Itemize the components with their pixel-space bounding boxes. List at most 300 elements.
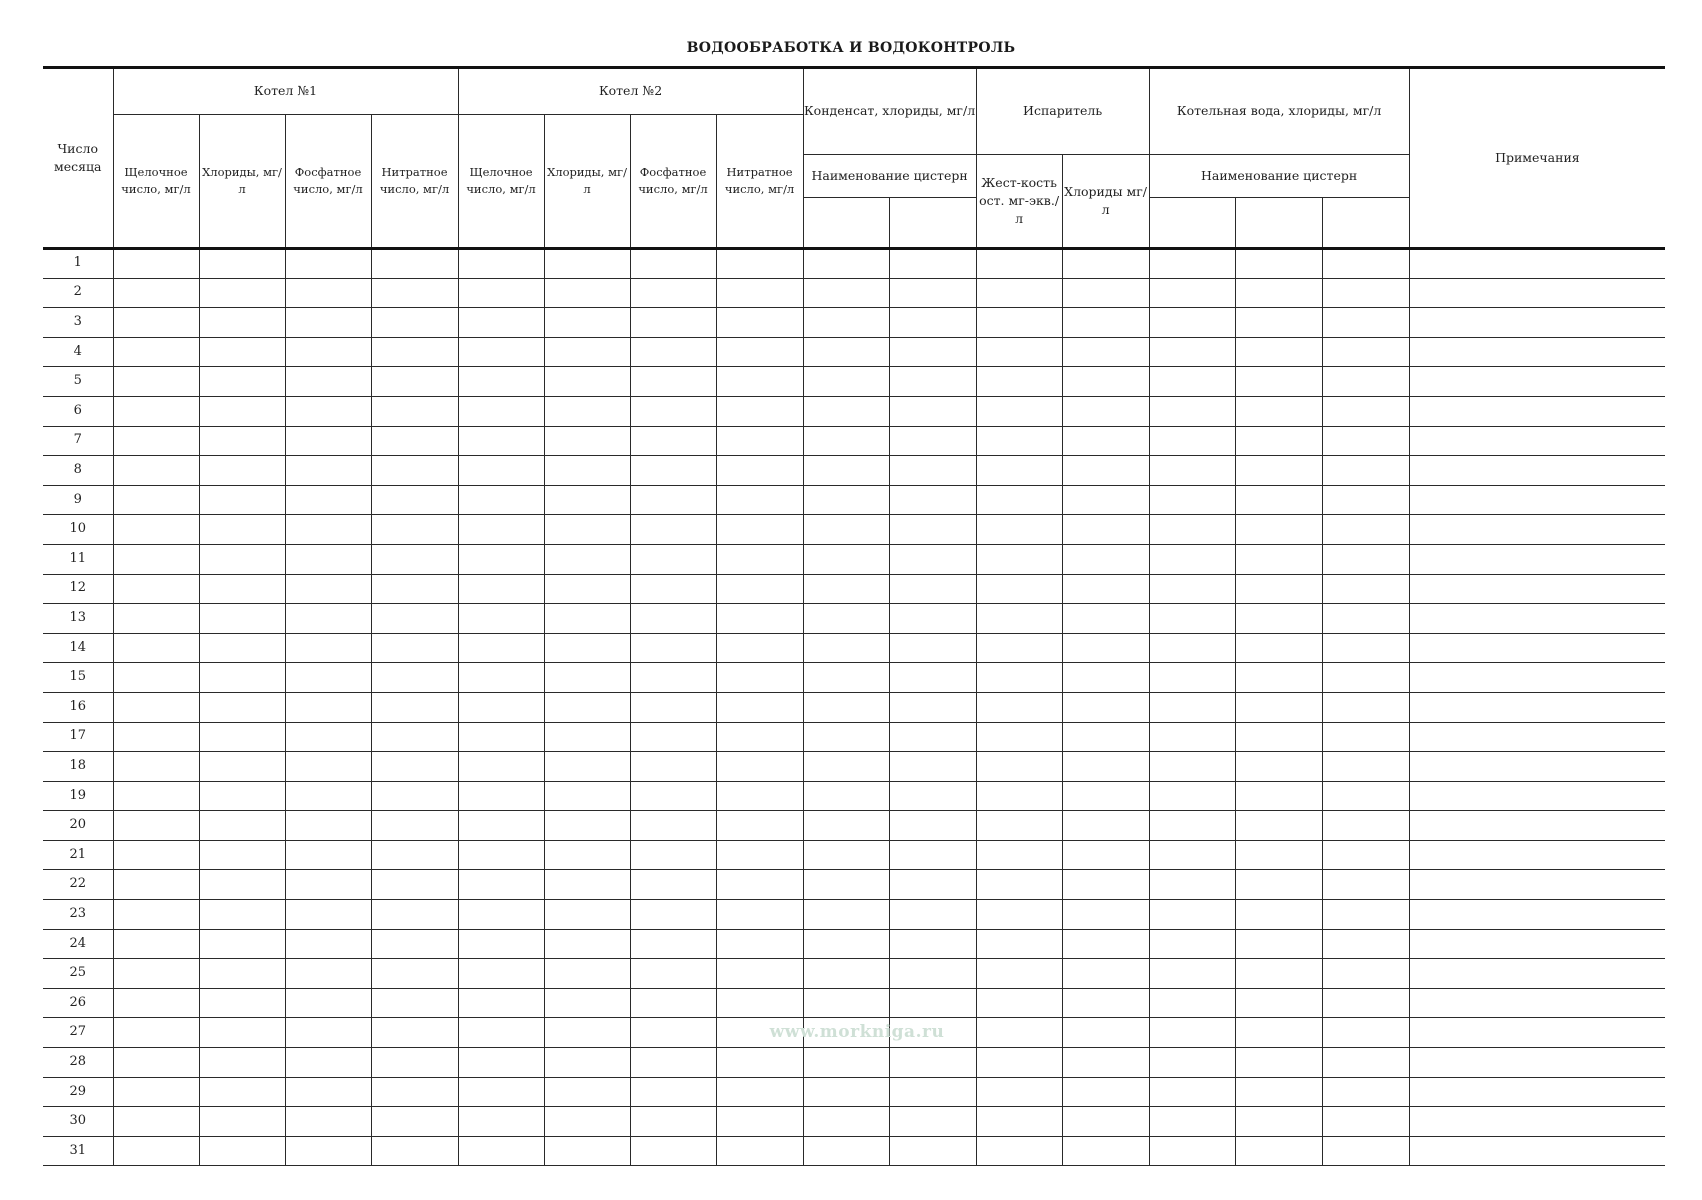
entry-cell[interactable] bbox=[803, 396, 889, 426]
notes-cell[interactable] bbox=[1409, 515, 1665, 545]
entry-cell[interactable] bbox=[1322, 249, 1409, 279]
entry-cell[interactable] bbox=[371, 456, 458, 486]
entry-cell[interactable] bbox=[1149, 278, 1235, 308]
entry-cell[interactable] bbox=[630, 485, 716, 515]
entry-cell[interactable] bbox=[199, 367, 285, 397]
entry-cell[interactable] bbox=[716, 959, 803, 989]
entry-cell[interactable] bbox=[1149, 426, 1235, 456]
entry-cell[interactable] bbox=[199, 692, 285, 722]
entry-cell[interactable] bbox=[199, 781, 285, 811]
entry-cell[interactable] bbox=[716, 633, 803, 663]
entry-cell[interactable] bbox=[199, 574, 285, 604]
entry-cell[interactable] bbox=[113, 1107, 199, 1137]
entry-cell[interactable] bbox=[889, 781, 976, 811]
entry-cell[interactable] bbox=[1062, 1107, 1149, 1137]
entry-cell[interactable] bbox=[1062, 456, 1149, 486]
notes-cell[interactable] bbox=[1409, 781, 1665, 811]
entry-cell[interactable] bbox=[285, 663, 371, 693]
entry-cell[interactable] bbox=[1235, 959, 1322, 989]
entry-cell[interactable] bbox=[889, 1107, 976, 1137]
entry-cell[interactable] bbox=[630, 900, 716, 930]
entry-cell[interactable] bbox=[371, 929, 458, 959]
entry-cell[interactable] bbox=[458, 692, 544, 722]
header-condensate-tank-2[interactable] bbox=[889, 198, 976, 249]
entry-cell[interactable] bbox=[630, 722, 716, 752]
notes-cell[interactable] bbox=[1409, 840, 1665, 870]
entry-cell[interactable] bbox=[113, 692, 199, 722]
entry-cell[interactable] bbox=[716, 722, 803, 752]
entry-cell[interactable] bbox=[285, 544, 371, 574]
header-boiler-water-tank-2[interactable] bbox=[1235, 198, 1322, 249]
entry-cell[interactable] bbox=[285, 249, 371, 279]
entry-cell[interactable] bbox=[889, 337, 976, 367]
entry-cell[interactable] bbox=[285, 1018, 371, 1048]
entry-cell[interactable] bbox=[544, 1048, 630, 1078]
entry-cell[interactable] bbox=[371, 515, 458, 545]
entry-cell[interactable] bbox=[544, 840, 630, 870]
entry-cell[interactable] bbox=[1149, 544, 1235, 574]
entry-cell[interactable] bbox=[716, 485, 803, 515]
entry-cell[interactable] bbox=[630, 752, 716, 782]
entry-cell[interactable] bbox=[803, 337, 889, 367]
entry-cell[interactable] bbox=[113, 544, 199, 574]
entry-cell[interactable] bbox=[458, 278, 544, 308]
entry-cell[interactable] bbox=[1235, 692, 1322, 722]
entry-cell[interactable] bbox=[1235, 1107, 1322, 1137]
entry-cell[interactable] bbox=[1149, 1018, 1235, 1048]
entry-cell[interactable] bbox=[285, 988, 371, 1018]
entry-cell[interactable] bbox=[1322, 1048, 1409, 1078]
entry-cell[interactable] bbox=[544, 929, 630, 959]
entry-cell[interactable] bbox=[889, 1048, 976, 1078]
entry-cell[interactable] bbox=[716, 752, 803, 782]
entry-cell[interactable] bbox=[1149, 722, 1235, 752]
notes-cell[interactable] bbox=[1409, 249, 1665, 279]
entry-cell[interactable] bbox=[458, 1136, 544, 1166]
entry-cell[interactable] bbox=[371, 988, 458, 1018]
entry-cell[interactable] bbox=[371, 308, 458, 338]
entry-cell[interactable] bbox=[803, 1107, 889, 1137]
entry-cell[interactable] bbox=[285, 456, 371, 486]
entry-cell[interactable] bbox=[1235, 781, 1322, 811]
entry-cell[interactable] bbox=[1322, 752, 1409, 782]
entry-cell[interactable] bbox=[1322, 396, 1409, 426]
entry-cell[interactable] bbox=[630, 870, 716, 900]
entry-cell[interactable] bbox=[1149, 781, 1235, 811]
entry-cell[interactable] bbox=[199, 308, 285, 338]
entry-cell[interactable] bbox=[113, 663, 199, 693]
entry-cell[interactable] bbox=[716, 929, 803, 959]
entry-cell[interactable] bbox=[1235, 308, 1322, 338]
entry-cell[interactable] bbox=[371, 367, 458, 397]
entry-cell[interactable] bbox=[199, 337, 285, 367]
entry-cell[interactable] bbox=[889, 278, 976, 308]
entry-cell[interactable] bbox=[1322, 367, 1409, 397]
entry-cell[interactable] bbox=[113, 426, 199, 456]
header-boiler-water-tank-1[interactable] bbox=[1149, 198, 1235, 249]
entry-cell[interactable] bbox=[285, 574, 371, 604]
entry-cell[interactable] bbox=[199, 840, 285, 870]
entry-cell[interactable] bbox=[716, 811, 803, 841]
entry-cell[interactable] bbox=[630, 1048, 716, 1078]
entry-cell[interactable] bbox=[803, 722, 889, 752]
entry-cell[interactable] bbox=[1062, 337, 1149, 367]
entry-cell[interactable] bbox=[976, 1107, 1062, 1137]
entry-cell[interactable] bbox=[1322, 308, 1409, 338]
entry-cell[interactable] bbox=[1322, 811, 1409, 841]
entry-cell[interactable] bbox=[630, 811, 716, 841]
entry-cell[interactable] bbox=[1322, 278, 1409, 308]
entry-cell[interactable] bbox=[285, 1048, 371, 1078]
entry-cell[interactable] bbox=[199, 604, 285, 634]
entry-cell[interactable] bbox=[1149, 959, 1235, 989]
entry-cell[interactable] bbox=[285, 1107, 371, 1137]
entry-cell[interactable] bbox=[1235, 1136, 1322, 1166]
entry-cell[interactable] bbox=[803, 900, 889, 930]
entry-cell[interactable] bbox=[1149, 988, 1235, 1018]
entry-cell[interactable] bbox=[716, 308, 803, 338]
entry-cell[interactable] bbox=[199, 900, 285, 930]
entry-cell[interactable] bbox=[803, 663, 889, 693]
entry-cell[interactable] bbox=[1235, 456, 1322, 486]
entry-cell[interactable] bbox=[1322, 456, 1409, 486]
entry-cell[interactable] bbox=[113, 988, 199, 1018]
notes-cell[interactable] bbox=[1409, 811, 1665, 841]
entry-cell[interactable] bbox=[199, 722, 285, 752]
entry-cell[interactable] bbox=[458, 249, 544, 279]
entry-cell[interactable] bbox=[1062, 604, 1149, 634]
entry-cell[interactable] bbox=[113, 929, 199, 959]
entry-cell[interactable] bbox=[1062, 840, 1149, 870]
entry-cell[interactable] bbox=[716, 781, 803, 811]
entry-cell[interactable] bbox=[630, 988, 716, 1018]
entry-cell[interactable] bbox=[544, 811, 630, 841]
entry-cell[interactable] bbox=[1235, 811, 1322, 841]
entry-cell[interactable] bbox=[889, 604, 976, 634]
entry-cell[interactable] bbox=[803, 692, 889, 722]
entry-cell[interactable] bbox=[371, 249, 458, 279]
entry-cell[interactable] bbox=[1149, 515, 1235, 545]
entry-cell[interactable] bbox=[1149, 1048, 1235, 1078]
entry-cell[interactable] bbox=[1149, 574, 1235, 604]
entry-cell[interactable] bbox=[976, 1136, 1062, 1166]
entry-cell[interactable] bbox=[976, 722, 1062, 752]
entry-cell[interactable] bbox=[1322, 929, 1409, 959]
entry-cell[interactable] bbox=[458, 929, 544, 959]
entry-cell[interactable] bbox=[199, 633, 285, 663]
entry-cell[interactable] bbox=[371, 663, 458, 693]
entry-cell[interactable] bbox=[1149, 900, 1235, 930]
entry-cell[interactable] bbox=[1322, 426, 1409, 456]
entry-cell[interactable] bbox=[1322, 604, 1409, 634]
entry-cell[interactable] bbox=[630, 308, 716, 338]
entry-cell[interactable] bbox=[1235, 485, 1322, 515]
entry-cell[interactable] bbox=[285, 337, 371, 367]
entry-cell[interactable] bbox=[458, 870, 544, 900]
notes-cell[interactable] bbox=[1409, 456, 1665, 486]
entry-cell[interactable] bbox=[630, 929, 716, 959]
entry-cell[interactable] bbox=[1062, 278, 1149, 308]
entry-cell[interactable] bbox=[803, 870, 889, 900]
entry-cell[interactable] bbox=[976, 308, 1062, 338]
entry-cell[interactable] bbox=[199, 1077, 285, 1107]
notes-cell[interactable] bbox=[1409, 367, 1665, 397]
entry-cell[interactable] bbox=[458, 367, 544, 397]
entry-cell[interactable] bbox=[371, 781, 458, 811]
entry-cell[interactable] bbox=[113, 456, 199, 486]
entry-cell[interactable] bbox=[113, 900, 199, 930]
entry-cell[interactable] bbox=[716, 604, 803, 634]
entry-cell[interactable] bbox=[976, 752, 1062, 782]
entry-cell[interactable] bbox=[113, 1077, 199, 1107]
entry-cell[interactable] bbox=[1149, 870, 1235, 900]
entry-cell[interactable] bbox=[1062, 1048, 1149, 1078]
entry-cell[interactable] bbox=[458, 574, 544, 604]
entry-cell[interactable] bbox=[803, 988, 889, 1018]
entry-cell[interactable] bbox=[1235, 900, 1322, 930]
entry-cell[interactable] bbox=[113, 515, 199, 545]
entry-cell[interactable] bbox=[285, 633, 371, 663]
notes-cell[interactable] bbox=[1409, 278, 1665, 308]
entry-cell[interactable] bbox=[1235, 249, 1322, 279]
entry-cell[interactable] bbox=[1322, 633, 1409, 663]
entry-cell[interactable] bbox=[199, 1107, 285, 1137]
entry-cell[interactable] bbox=[285, 1136, 371, 1166]
entry-cell[interactable] bbox=[716, 1048, 803, 1078]
entry-cell[interactable] bbox=[113, 308, 199, 338]
notes-cell[interactable] bbox=[1409, 752, 1665, 782]
entry-cell[interactable] bbox=[458, 811, 544, 841]
notes-cell[interactable] bbox=[1409, 1136, 1665, 1166]
entry-cell[interactable] bbox=[803, 367, 889, 397]
notes-cell[interactable] bbox=[1409, 1107, 1665, 1137]
entry-cell[interactable] bbox=[1062, 515, 1149, 545]
entry-cell[interactable] bbox=[1235, 988, 1322, 1018]
entry-cell[interactable] bbox=[371, 485, 458, 515]
entry-cell[interactable] bbox=[630, 1077, 716, 1107]
entry-cell[interactable] bbox=[1062, 544, 1149, 574]
entry-cell[interactable] bbox=[630, 574, 716, 604]
entry-cell[interactable] bbox=[371, 574, 458, 604]
entry-cell[interactable] bbox=[1062, 870, 1149, 900]
entry-cell[interactable] bbox=[716, 337, 803, 367]
entry-cell[interactable] bbox=[716, 515, 803, 545]
entry-cell[interactable] bbox=[803, 752, 889, 782]
entry-cell[interactable] bbox=[630, 633, 716, 663]
entry-cell[interactable] bbox=[285, 959, 371, 989]
entry-cell[interactable] bbox=[803, 840, 889, 870]
entry-cell[interactable] bbox=[716, 456, 803, 486]
entry-cell[interactable] bbox=[544, 337, 630, 367]
entry-cell[interactable] bbox=[371, 959, 458, 989]
entry-cell[interactable] bbox=[458, 337, 544, 367]
entry-cell[interactable] bbox=[544, 1107, 630, 1137]
entry-cell[interactable] bbox=[544, 308, 630, 338]
entry-cell[interactable] bbox=[1062, 692, 1149, 722]
entry-cell[interactable] bbox=[1235, 574, 1322, 604]
entry-cell[interactable] bbox=[976, 574, 1062, 604]
entry-cell[interactable] bbox=[285, 811, 371, 841]
entry-cell[interactable] bbox=[716, 278, 803, 308]
entry-cell[interactable] bbox=[976, 1048, 1062, 1078]
entry-cell[interactable] bbox=[1062, 959, 1149, 989]
entry-cell[interactable] bbox=[544, 367, 630, 397]
entry-cell[interactable] bbox=[285, 870, 371, 900]
entry-cell[interactable] bbox=[716, 1107, 803, 1137]
entry-cell[interactable] bbox=[113, 1048, 199, 1078]
entry-cell[interactable] bbox=[630, 544, 716, 574]
entry-cell[interactable] bbox=[1062, 811, 1149, 841]
entry-cell[interactable] bbox=[976, 840, 1062, 870]
entry-cell[interactable] bbox=[803, 959, 889, 989]
entry-cell[interactable] bbox=[716, 900, 803, 930]
entry-cell[interactable] bbox=[199, 959, 285, 989]
entry-cell[interactable] bbox=[544, 633, 630, 663]
entry-cell[interactable] bbox=[976, 485, 1062, 515]
entry-cell[interactable] bbox=[544, 959, 630, 989]
entry-cell[interactable] bbox=[113, 367, 199, 397]
entry-cell[interactable] bbox=[1235, 840, 1322, 870]
entry-cell[interactable] bbox=[889, 840, 976, 870]
entry-cell[interactable] bbox=[889, 426, 976, 456]
entry-cell[interactable] bbox=[544, 781, 630, 811]
entry-cell[interactable] bbox=[285, 781, 371, 811]
entry-cell[interactable] bbox=[1149, 752, 1235, 782]
entry-cell[interactable] bbox=[889, 485, 976, 515]
entry-cell[interactable] bbox=[1235, 929, 1322, 959]
entry-cell[interactable] bbox=[976, 633, 1062, 663]
entry-cell[interactable] bbox=[976, 988, 1062, 1018]
entry-cell[interactable] bbox=[458, 1077, 544, 1107]
entry-cell[interactable] bbox=[803, 604, 889, 634]
entry-cell[interactable] bbox=[1149, 692, 1235, 722]
entry-cell[interactable] bbox=[976, 278, 1062, 308]
entry-cell[interactable] bbox=[285, 485, 371, 515]
entry-cell[interactable] bbox=[199, 752, 285, 782]
entry-cell[interactable] bbox=[1322, 515, 1409, 545]
entry-cell[interactable] bbox=[544, 456, 630, 486]
entry-cell[interactable] bbox=[199, 663, 285, 693]
entry-cell[interactable] bbox=[976, 929, 1062, 959]
entry-cell[interactable] bbox=[803, 633, 889, 663]
header-condensate-tank-1[interactable] bbox=[803, 198, 889, 249]
entry-cell[interactable] bbox=[199, 929, 285, 959]
entry-cell[interactable] bbox=[889, 811, 976, 841]
entry-cell[interactable] bbox=[1235, 722, 1322, 752]
entry-cell[interactable] bbox=[113, 781, 199, 811]
entry-cell[interactable] bbox=[371, 396, 458, 426]
notes-cell[interactable] bbox=[1409, 959, 1665, 989]
notes-cell[interactable] bbox=[1409, 633, 1665, 663]
entry-cell[interactable] bbox=[458, 396, 544, 426]
entry-cell[interactable] bbox=[630, 278, 716, 308]
entry-cell[interactable] bbox=[371, 840, 458, 870]
entry-cell[interactable] bbox=[630, 840, 716, 870]
entry-cell[interactable] bbox=[1322, 574, 1409, 604]
entry-cell[interactable] bbox=[113, 604, 199, 634]
entry-cell[interactable] bbox=[976, 367, 1062, 397]
entry-cell[interactable] bbox=[630, 1107, 716, 1137]
entry-cell[interactable] bbox=[803, 929, 889, 959]
entry-cell[interactable] bbox=[803, 781, 889, 811]
entry-cell[interactable] bbox=[1149, 456, 1235, 486]
entry-cell[interactable] bbox=[1235, 278, 1322, 308]
entry-cell[interactable] bbox=[716, 870, 803, 900]
entry-cell[interactable] bbox=[1062, 752, 1149, 782]
entry-cell[interactable] bbox=[458, 485, 544, 515]
entry-cell[interactable] bbox=[803, 515, 889, 545]
entry-cell[interactable] bbox=[113, 722, 199, 752]
entry-cell[interactable] bbox=[889, 456, 976, 486]
entry-cell[interactable] bbox=[889, 574, 976, 604]
header-boiler-water-tank-3[interactable] bbox=[1322, 198, 1409, 249]
entry-cell[interactable] bbox=[889, 692, 976, 722]
entry-cell[interactable] bbox=[199, 1048, 285, 1078]
entry-cell[interactable] bbox=[371, 278, 458, 308]
entry-cell[interactable] bbox=[803, 544, 889, 574]
entry-cell[interactable] bbox=[1235, 752, 1322, 782]
entry-cell[interactable] bbox=[630, 663, 716, 693]
entry-cell[interactable] bbox=[1235, 544, 1322, 574]
entry-cell[interactable] bbox=[371, 633, 458, 663]
entry-cell[interactable] bbox=[544, 544, 630, 574]
entry-cell[interactable] bbox=[544, 900, 630, 930]
entry-cell[interactable] bbox=[458, 1107, 544, 1137]
entry-cell[interactable] bbox=[1235, 337, 1322, 367]
entry-cell[interactable] bbox=[285, 308, 371, 338]
entry-cell[interactable] bbox=[803, 456, 889, 486]
entry-cell[interactable] bbox=[716, 426, 803, 456]
entry-cell[interactable] bbox=[1235, 367, 1322, 397]
entry-cell[interactable] bbox=[976, 456, 1062, 486]
entry-cell[interactable] bbox=[630, 959, 716, 989]
entry-cell[interactable] bbox=[1062, 988, 1149, 1018]
entry-cell[interactable] bbox=[199, 811, 285, 841]
entry-cell[interactable] bbox=[285, 367, 371, 397]
entry-cell[interactable] bbox=[458, 456, 544, 486]
entry-cell[interactable] bbox=[1322, 900, 1409, 930]
entry-cell[interactable] bbox=[1062, 929, 1149, 959]
entry-cell[interactable] bbox=[285, 900, 371, 930]
entry-cell[interactable] bbox=[630, 604, 716, 634]
entry-cell[interactable] bbox=[976, 544, 1062, 574]
entry-cell[interactable] bbox=[199, 249, 285, 279]
notes-cell[interactable] bbox=[1409, 604, 1665, 634]
entry-cell[interactable] bbox=[371, 900, 458, 930]
entry-cell[interactable] bbox=[458, 1048, 544, 1078]
entry-cell[interactable] bbox=[458, 900, 544, 930]
entry-cell[interactable] bbox=[544, 485, 630, 515]
entry-cell[interactable] bbox=[1062, 249, 1149, 279]
entry-cell[interactable] bbox=[1235, 515, 1322, 545]
entry-cell[interactable] bbox=[1149, 633, 1235, 663]
entry-cell[interactable] bbox=[1235, 426, 1322, 456]
entry-cell[interactable] bbox=[199, 870, 285, 900]
entry-cell[interactable] bbox=[285, 840, 371, 870]
entry-cell[interactable] bbox=[1235, 870, 1322, 900]
entry-cell[interactable] bbox=[458, 959, 544, 989]
entry-cell[interactable] bbox=[1149, 811, 1235, 841]
notes-cell[interactable] bbox=[1409, 900, 1665, 930]
entry-cell[interactable] bbox=[113, 633, 199, 663]
notes-cell[interactable] bbox=[1409, 1018, 1665, 1048]
entry-cell[interactable] bbox=[803, 574, 889, 604]
entry-cell[interactable] bbox=[285, 396, 371, 426]
entry-cell[interactable] bbox=[976, 515, 1062, 545]
entry-cell[interactable] bbox=[630, 692, 716, 722]
entry-cell[interactable] bbox=[889, 396, 976, 426]
notes-cell[interactable] bbox=[1409, 870, 1665, 900]
